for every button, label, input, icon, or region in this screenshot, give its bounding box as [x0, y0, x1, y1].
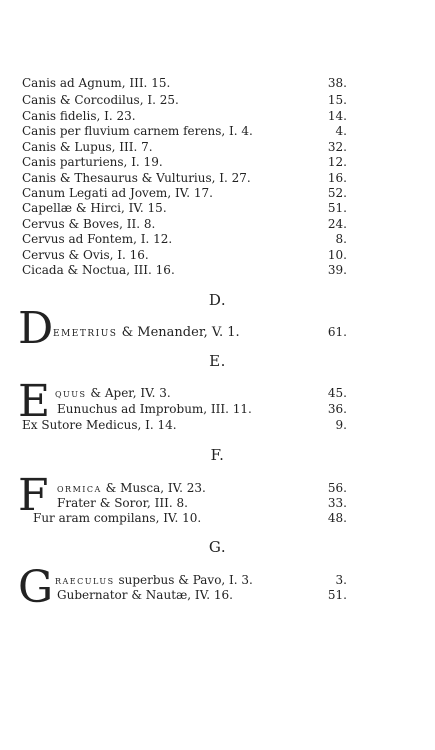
section-heading-e: E.: [209, 352, 226, 370]
index-entry: [0, 217, 435, 232]
entry-page: 33.: [327, 496, 347, 510]
entry-title: Canis parturiens, I. 19.: [22, 155, 163, 169]
index-entry: [0, 140, 435, 155]
index-entry: [0, 76, 435, 91]
index-entry: [0, 402, 435, 417]
entry-page: 24.: [327, 217, 347, 231]
index-entry: [0, 248, 435, 263]
entry-title: Canis & Lupus, III. 7.: [22, 140, 153, 154]
entry-title: Capellæ & Hirci, IV. 15.: [22, 201, 167, 215]
entry-page: 48.: [327, 511, 347, 525]
index-entry-lead: [0, 481, 435, 496]
entry-page: 32.: [327, 140, 347, 154]
index-entry-lead: [0, 573, 435, 588]
entry-page: 15.: [327, 93, 347, 107]
entry-page: 36.: [327, 402, 347, 416]
entry-page: 51.: [327, 588, 347, 602]
entry-title: Canis ad Agnum, III. 15.: [22, 76, 171, 90]
entry-page: 8.: [335, 232, 347, 246]
drop-cap-d: D: [18, 303, 54, 354]
index-entry: [0, 171, 435, 186]
entry-page: 12.: [327, 155, 347, 169]
entry-title: Cervus & Ovis, I. 16.: [22, 248, 149, 262]
lead-rest: & Menander, V. 1.: [121, 325, 240, 340]
index-entry: [0, 201, 435, 216]
entry-title: Canum Legati ad Jovem, IV. 17.: [22, 186, 213, 200]
entry-title: Ex Sutore Medicus, I. 14.: [22, 418, 177, 432]
section-heading-g: G.: [208, 538, 227, 556]
lead-rest: & Musca, IV. 23.: [105, 481, 206, 495]
index-entry: [0, 263, 435, 278]
entry-page: 45.: [327, 386, 347, 400]
index-entry: [0, 418, 435, 433]
index-entry: [0, 186, 435, 201]
entry-page: 3.: [335, 573, 347, 587]
lead-rest: superbus & Pavo, I. 3.: [118, 573, 253, 587]
entry-title: Frater & Soror, III. 8.: [57, 496, 188, 510]
drop-cap-g: G: [18, 562, 54, 613]
index-entry: [0, 232, 435, 247]
entry-page: 38.: [327, 76, 347, 90]
entry-page: 14.: [327, 109, 347, 123]
section-heading-d: D.: [208, 291, 227, 309]
index-entry: [0, 93, 435, 108]
entry-page: 9.: [335, 418, 347, 432]
lead-smallcaps: quus: [55, 386, 87, 400]
drop-cap-f: F: [18, 470, 49, 521]
drop-cap-e: E: [18, 376, 51, 427]
entry-page: 4.: [335, 124, 347, 138]
entry-page: 16.: [327, 171, 347, 185]
index-entry-lead: [0, 386, 435, 401]
index-entry: [0, 124, 435, 139]
index-entry: [0, 155, 435, 170]
index-entry-lead: [0, 325, 435, 340]
lead-rest: & Aper, IV. 3.: [90, 386, 171, 400]
index-entry: [0, 496, 435, 511]
entry-title: Eunuchus ad Improbum, III. 11.: [57, 402, 252, 416]
entry-page: 39.: [327, 263, 347, 277]
entry-title: Cervus ad Fontem, I. 12.: [22, 232, 173, 246]
entry-page: 51.: [327, 201, 347, 215]
index-entry: [0, 588, 435, 603]
lead-smallcaps: ormica: [57, 481, 102, 495]
entry-title: Gubernator & Nautæ, IV. 16.: [57, 588, 233, 602]
entry-title: Canis per fluvium carnem ferens, I. 4.: [22, 124, 253, 138]
entry-page: 52.: [327, 186, 347, 200]
entry-page: 56.: [327, 481, 347, 495]
index-entry: [0, 109, 435, 124]
entry-title: Fur aram compilans, IV. 10.: [33, 511, 202, 525]
entry-title: Canis & Corcodilus, I. 25.: [22, 93, 179, 107]
section-heading-f: F.: [210, 446, 225, 464]
lead-smallcaps: emetrius: [53, 325, 118, 340]
entry-title: Canis fidelis, I. 23.: [22, 109, 136, 123]
index-entry: [0, 511, 435, 526]
entry-title: Canis & Thesaurus & Vulturius, I. 27.: [22, 171, 251, 185]
entry-title: Cicada & Noctua, III. 16.: [22, 263, 175, 277]
entry-title: Cervus & Boves, II. 8.: [22, 217, 156, 231]
entry-page: 10.: [327, 248, 347, 262]
lead-smallcaps: raeculus: [55, 573, 115, 587]
entry-page: 61.: [327, 325, 347, 339]
